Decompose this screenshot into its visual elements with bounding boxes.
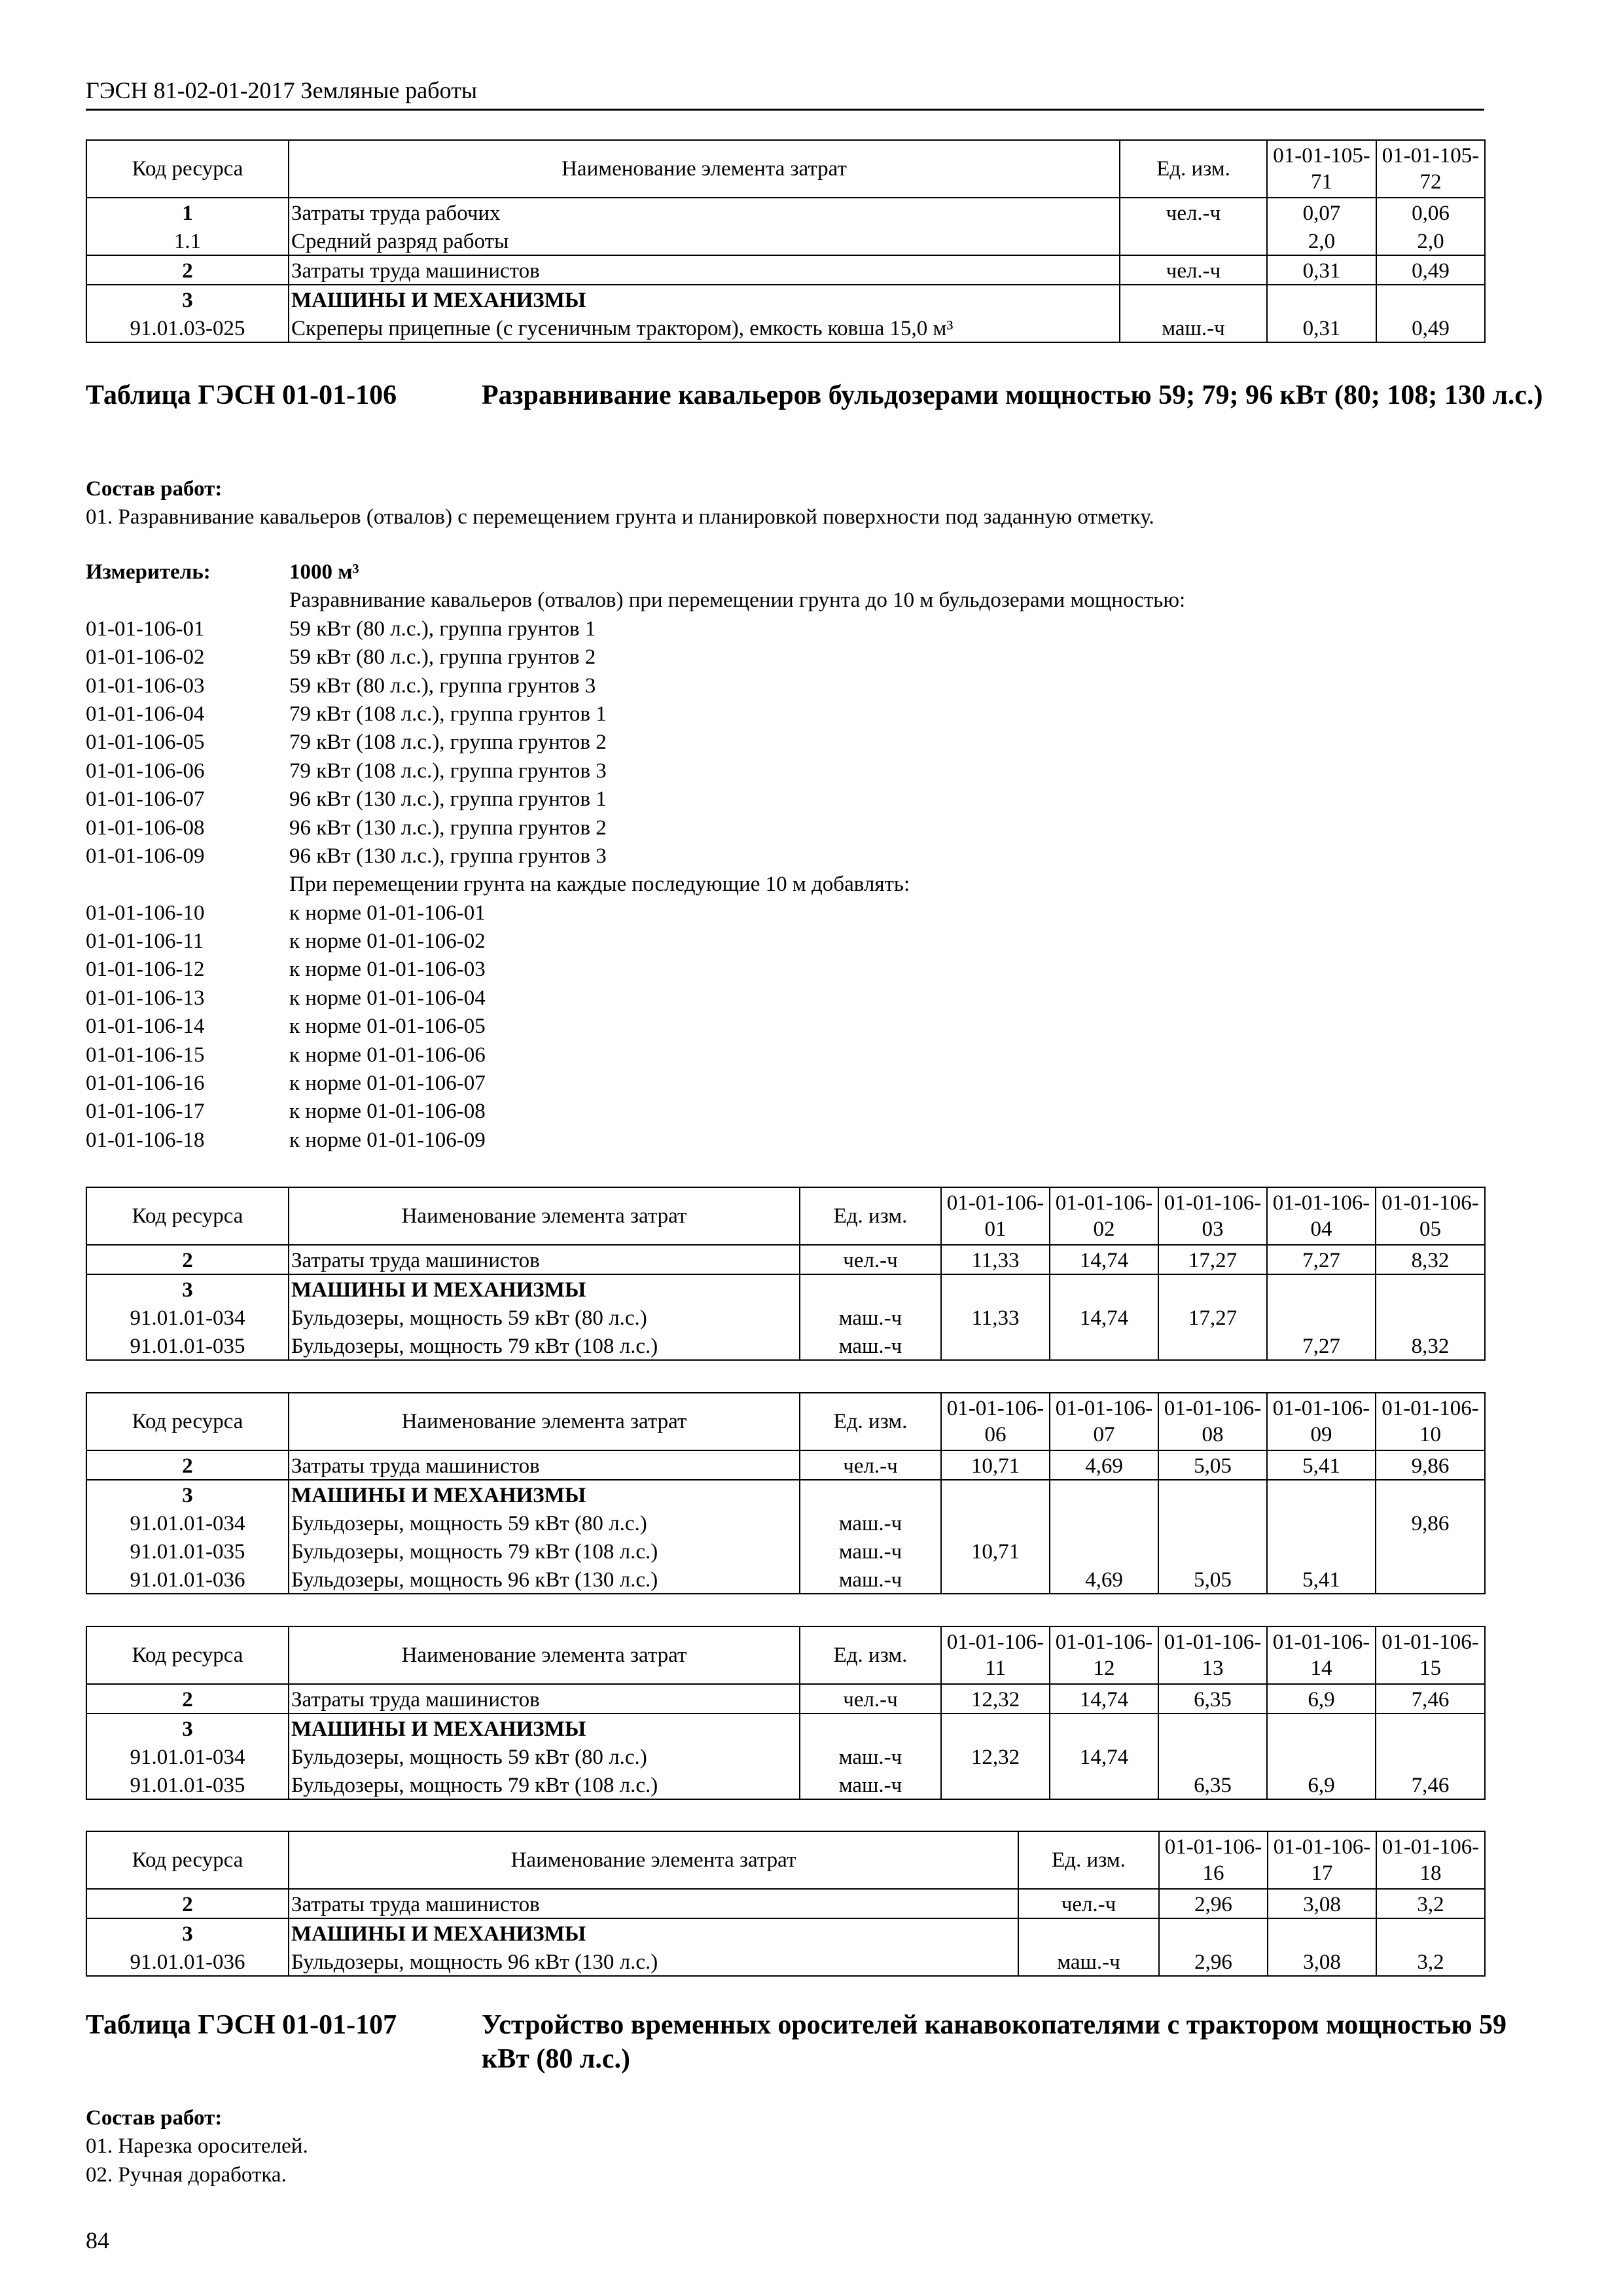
table-row bbox=[86, 1274, 1485, 1303]
intro-row bbox=[86, 870, 1484, 899]
cost-element-name: Скреперы прицепные (с гусеничным трактором), емкость ковша 15,0 м³ bbox=[289, 314, 1120, 342]
col-header: 01-01-106-03 bbox=[1158, 1187, 1267, 1245]
cost-element-name: Бульдозеры, мощность 59 кВт (80 л.с.) bbox=[289, 1742, 800, 1770]
table-header-row bbox=[86, 140, 1485, 198]
norm-text: к норме 01-01-106-09 bbox=[289, 1128, 486, 1152]
meter-label: Измеритель: bbox=[86, 560, 211, 584]
composition-item: 02. Ручная доработка. bbox=[86, 2162, 287, 2187]
cost-element-name: Затраты труда машинистов bbox=[289, 1889, 1018, 1918]
resource-code: 91.01.01-034 bbox=[86, 1303, 289, 1331]
unit: чел.-ч bbox=[1120, 255, 1267, 285]
norm-text: 96 кВт (130 л.с.), группа грунтов 1 bbox=[289, 787, 607, 812]
value-cell: 7,27 bbox=[1267, 1331, 1376, 1360]
table-row bbox=[86, 1331, 1485, 1360]
norms-intro-2: При перемещении грунта на каждые последующие 10 м добавлять: bbox=[289, 872, 910, 897]
resource-code: 91.01.01-034 bbox=[86, 1742, 289, 1770]
meter-value: 1000 м³ bbox=[289, 560, 359, 584]
norm-item bbox=[86, 956, 1484, 984]
norm-item bbox=[86, 1069, 1484, 1098]
col-header: 01-01-106-11 bbox=[941, 1626, 1050, 1684]
cost-element-name: Затраты труда машинистов bbox=[289, 1684, 800, 1713]
value-cell: 17,27 bbox=[1158, 1303, 1267, 1331]
cost-element-name: МАШИНЫ И МЕХАНИЗМЫ bbox=[289, 285, 1120, 314]
norm-item bbox=[86, 728, 1484, 757]
resource-code: 3 bbox=[86, 1274, 289, 1303]
norms-list-106 bbox=[86, 558, 1484, 1155]
value-cell bbox=[1376, 1565, 1485, 1594]
norm-item bbox=[86, 672, 1484, 700]
norm-text: к норме 01-01-106-02 bbox=[289, 929, 486, 954]
unit bbox=[800, 1480, 941, 1509]
norm-text: 79 кВт (108 л.с.), группа грунтов 1 bbox=[289, 702, 607, 726]
col-header: 01-01-106-14 bbox=[1267, 1626, 1376, 1684]
table-row bbox=[86, 1713, 1485, 1742]
value-cell bbox=[1158, 1331, 1267, 1360]
cost-element-name: Бульдозеры, мощность 96 кВт (130 л.с.) bbox=[289, 1565, 800, 1594]
col-header: 01-01-106-16 bbox=[1159, 1831, 1268, 1889]
unit: маш.-ч bbox=[1120, 314, 1267, 342]
unit: маш.-ч bbox=[800, 1303, 941, 1331]
value-cell bbox=[1267, 1274, 1376, 1303]
col-header: Наименование элемента затрат bbox=[289, 1393, 800, 1450]
norm-item bbox=[86, 842, 1484, 870]
col-header: 01-01-106-04 bbox=[1267, 1187, 1376, 1245]
resource-table-106-16-18 bbox=[86, 1831, 1486, 1977]
value-cell bbox=[1050, 1713, 1158, 1742]
col-header: 01-01-105-71 bbox=[1267, 140, 1376, 198]
norm-code: 01-01-106-09 bbox=[86, 844, 205, 868]
norm-item bbox=[86, 1126, 1484, 1155]
resource-code: 91.01.01-036 bbox=[86, 1565, 289, 1594]
value-cell: 6,9 bbox=[1267, 1770, 1376, 1799]
value-cell: 0,06 bbox=[1376, 198, 1485, 226]
norm-code: 01-01-106-10 bbox=[86, 901, 205, 925]
value-cell bbox=[1376, 1274, 1485, 1303]
table-title-107 bbox=[86, 2008, 1525, 2080]
unit bbox=[800, 1713, 941, 1742]
norms-intro: Разравнивание кавальеров (отвалов) при перемещении грунта до 10 м бульдозерами мощностью: bbox=[289, 588, 1186, 613]
composition-label: Состав работ: bbox=[86, 2106, 223, 2130]
col-header: 01-01-106-06 bbox=[941, 1393, 1050, 1450]
value-cell: 6,9 bbox=[1267, 1684, 1376, 1713]
col-header: Код ресурса bbox=[86, 140, 289, 198]
col-header: Код ресурса bbox=[86, 1187, 289, 1245]
value-cell bbox=[1268, 1918, 1376, 1947]
resource-code: 1.1 bbox=[86, 226, 289, 255]
norm-code: 01-01-106-11 bbox=[86, 929, 204, 954]
value-cell: 14,74 bbox=[1050, 1245, 1158, 1274]
resource-code: 91.01.03-025 bbox=[86, 314, 289, 342]
col-header: Код ресурса bbox=[86, 1831, 289, 1889]
unit: чел.-ч bbox=[800, 1450, 941, 1480]
table-header-row bbox=[86, 1626, 1485, 1684]
col-header: 01-01-106-02 bbox=[1050, 1187, 1158, 1245]
composition-item: 01. Нарезка оросителей. bbox=[86, 2134, 308, 2159]
norm-code: 01-01-106-18 bbox=[86, 1128, 205, 1152]
col-header: 01-01-106-09 bbox=[1267, 1393, 1376, 1450]
value-cell: 14,74 bbox=[1050, 1742, 1158, 1770]
cost-element-name: Средний разряд работы bbox=[289, 226, 1120, 255]
norm-code: 01-01-106-05 bbox=[86, 730, 205, 755]
norm-text: 79 кВт (108 л.с.), группа грунтов 2 bbox=[289, 730, 607, 755]
value-cell: 3,08 bbox=[1268, 1889, 1376, 1918]
resource-code: 3 bbox=[86, 1918, 289, 1947]
table-row bbox=[86, 1918, 1485, 1947]
value-cell: 7,27 bbox=[1267, 1245, 1376, 1274]
table-row bbox=[86, 1303, 1485, 1331]
value-cell bbox=[1376, 1480, 1485, 1509]
table-row bbox=[86, 226, 1485, 255]
cost-element-name: Бульдозеры, мощность 79 кВт (108 л.с.) bbox=[289, 1331, 800, 1360]
cost-element-name: Бульдозеры, мощность 79 кВт (108 л.с.) bbox=[289, 1770, 800, 1799]
col-header: 01-01-106-18 bbox=[1376, 1831, 1485, 1889]
value-cell bbox=[1050, 1509, 1158, 1537]
table-row bbox=[86, 1947, 1485, 1976]
unit: маш.-ч bbox=[800, 1770, 941, 1799]
value-cell bbox=[1050, 1274, 1158, 1303]
value-cell: 2,96 bbox=[1159, 1947, 1268, 1976]
unit bbox=[1018, 1918, 1159, 1947]
col-header: 01-01-106-01 bbox=[941, 1187, 1050, 1245]
intro-row bbox=[86, 586, 1484, 615]
norm-code: 01-01-106-02 bbox=[86, 645, 205, 670]
cost-element-name: Затраты труда машинистов bbox=[289, 1245, 800, 1274]
composition-block-106 bbox=[86, 475, 1484, 532]
table-row bbox=[86, 314, 1485, 342]
table-row bbox=[86, 1450, 1485, 1480]
resource-code: 3 bbox=[86, 285, 289, 314]
running-header: ГЭСН 81-02-01-2017 Земляные работы bbox=[86, 72, 1484, 111]
value-cell: 14,74 bbox=[1050, 1303, 1158, 1331]
composition-item: 01. Разравнивание кавальеров (отвалов) с перемещением грунта и планировкой поверхности под заданную отметку. bbox=[86, 505, 1154, 529]
value-cell: 0,07 bbox=[1267, 198, 1376, 226]
norm-text: к норме 01-01-106-04 bbox=[289, 986, 486, 1010]
norm-item bbox=[86, 1013, 1484, 1041]
cost-element-name: Бульдозеры, мощность 79 кВт (108 л.с.) bbox=[289, 1537, 800, 1565]
norm-code: 01-01-106-15 bbox=[86, 1043, 205, 1067]
table-row bbox=[86, 1742, 1485, 1770]
resource-table-106-11-15 bbox=[86, 1626, 1486, 1800]
table-row bbox=[86, 285, 1485, 314]
page-number: 84 bbox=[86, 2227, 109, 2253]
value-cell bbox=[1050, 1770, 1158, 1799]
norm-item bbox=[86, 899, 1484, 927]
table-row bbox=[86, 1537, 1485, 1565]
resource-table-106-06-10 bbox=[86, 1392, 1486, 1594]
unit: чел.-ч bbox=[1120, 198, 1267, 226]
value-cell: 5,41 bbox=[1267, 1565, 1376, 1594]
norm-item bbox=[86, 1098, 1484, 1126]
norm-text: 59 кВт (80 л.с.), группа грунтов 1 bbox=[289, 617, 596, 641]
value-cell: 2,96 bbox=[1159, 1889, 1268, 1918]
norm-code: 01-01-106-14 bbox=[86, 1014, 205, 1039]
value-cell bbox=[1267, 1742, 1376, 1770]
value-cell: 0,49 bbox=[1376, 255, 1485, 285]
resource-code: 3 bbox=[86, 1713, 289, 1742]
table-header-row bbox=[86, 1393, 1485, 1450]
value-cell: 9,86 bbox=[1376, 1450, 1485, 1480]
value-cell: 7,46 bbox=[1376, 1770, 1485, 1799]
col-header: 01-01-106-08 bbox=[1158, 1393, 1267, 1450]
value-cell: 17,27 bbox=[1158, 1245, 1267, 1274]
value-cell bbox=[1050, 1480, 1158, 1509]
norm-item bbox=[86, 814, 1484, 842]
table-label: Таблица ГЭСН 01-01-107 bbox=[86, 2010, 397, 2040]
value-cell: 3,2 bbox=[1376, 1889, 1485, 1918]
col-header: Ед. изм. bbox=[1120, 140, 1267, 198]
norm-code: 01-01-106-13 bbox=[86, 986, 205, 1010]
value-cell bbox=[941, 1713, 1050, 1742]
value-cell bbox=[1050, 1331, 1158, 1360]
norm-code: 01-01-106-06 bbox=[86, 759, 205, 783]
norm-code: 01-01-106-07 bbox=[86, 787, 205, 812]
table-105-continuation bbox=[86, 139, 1486, 343]
col-header: 01-01-106-05 bbox=[1376, 1187, 1485, 1245]
norm-text: 96 кВт (130 л.с.), группа грунтов 2 bbox=[289, 816, 607, 840]
value-cell bbox=[1376, 1918, 1485, 1947]
cost-element-name: МАШИНЫ И МЕХАНИЗМЫ bbox=[289, 1480, 800, 1509]
value-cell bbox=[941, 1331, 1050, 1360]
value-cell: 8,32 bbox=[1376, 1331, 1485, 1360]
value-cell: 4,69 bbox=[1050, 1565, 1158, 1594]
table-name: Разравнивание кавальеров бульдозерами мощностью 59; 79; 96 кВт (80; 108; 130 л.с.) bbox=[482, 380, 1543, 410]
norm-text: 96 кВт (130 л.с.), группа грунтов 3 bbox=[289, 844, 607, 868]
norm-item bbox=[86, 785, 1484, 814]
value-cell: 0,49 bbox=[1376, 314, 1485, 342]
norm-code: 01-01-106-16 bbox=[86, 1071, 205, 1096]
value-cell bbox=[1158, 1537, 1267, 1565]
table-row bbox=[86, 255, 1485, 285]
value-cell: 12,32 bbox=[941, 1742, 1050, 1770]
col-header: Наименование элемента затрат bbox=[289, 1831, 1018, 1889]
value-cell: 12,32 bbox=[941, 1684, 1050, 1713]
table-row bbox=[86, 1770, 1485, 1799]
unit: чел.-ч bbox=[800, 1684, 941, 1713]
cost-element-name: Бульдозеры, мощность 59 кВт (80 л.с.) bbox=[289, 1303, 800, 1331]
unit: маш.-ч bbox=[800, 1509, 941, 1537]
unit: чел.-ч bbox=[1018, 1889, 1159, 1918]
col-header: 01-01-106-17 bbox=[1268, 1831, 1376, 1889]
table-row bbox=[86, 1684, 1485, 1713]
value-cell bbox=[1158, 1509, 1267, 1537]
value-cell bbox=[1376, 1537, 1485, 1565]
cost-element-name: Затраты труда машинистов bbox=[289, 1450, 800, 1480]
composition-label: Состав работ: bbox=[86, 477, 223, 501]
value-cell: 11,33 bbox=[941, 1303, 1050, 1331]
norm-item bbox=[86, 643, 1484, 672]
col-header: 01-01-106-07 bbox=[1050, 1393, 1158, 1450]
value-cell bbox=[1159, 1918, 1268, 1947]
resource-code: 91.01.01-036 bbox=[86, 1947, 289, 1976]
col-header: Ед. изм. bbox=[1018, 1831, 1159, 1889]
value-cell bbox=[1158, 1713, 1267, 1742]
value-cell: 0,31 bbox=[1267, 255, 1376, 285]
unit: маш.-ч bbox=[800, 1742, 941, 1770]
value-cell bbox=[1267, 1480, 1376, 1509]
unit bbox=[1120, 226, 1267, 255]
cost-element-name: Бульдозеры, мощность 96 кВт (130 л.с.) bbox=[289, 1947, 1018, 1976]
value-cell: 10,71 bbox=[941, 1537, 1050, 1565]
value-cell: 5,41 bbox=[1267, 1450, 1376, 1480]
value-cell bbox=[1158, 1480, 1267, 1509]
unit: маш.-ч bbox=[800, 1565, 941, 1594]
resource-code: 1 bbox=[86, 198, 289, 226]
table-row bbox=[86, 1245, 1485, 1274]
table-title-106 bbox=[86, 378, 1543, 450]
value-cell bbox=[941, 1770, 1050, 1799]
table-row bbox=[86, 1889, 1485, 1918]
unit: маш.-ч bbox=[1018, 1947, 1159, 1976]
value-cell: 6,35 bbox=[1158, 1770, 1267, 1799]
value-cell bbox=[1267, 285, 1376, 314]
norm-text: к норме 01-01-106-03 bbox=[289, 958, 486, 982]
composition-block-107 bbox=[86, 2104, 1484, 2189]
value-cell bbox=[1267, 1509, 1376, 1537]
value-cell bbox=[1267, 1303, 1376, 1331]
value-cell bbox=[1376, 285, 1485, 314]
norm-text: к норме 01-01-106-07 bbox=[289, 1071, 486, 1096]
norm-text: 79 кВт (108 л.с.), группа грунтов 3 bbox=[289, 759, 607, 783]
norm-code: 01-01-106-08 bbox=[86, 816, 205, 840]
value-cell: 10,71 bbox=[941, 1450, 1050, 1480]
norm-text: к норме 01-01-106-06 bbox=[289, 1043, 486, 1067]
norm-code: 01-01-106-03 bbox=[86, 673, 205, 698]
resource-code: 2 bbox=[86, 1245, 289, 1274]
norm-text: 59 кВт (80 л.с.), группа грунтов 2 bbox=[289, 645, 596, 670]
value-cell bbox=[1158, 1742, 1267, 1770]
norm-item bbox=[86, 757, 1484, 785]
value-cell: 2,0 bbox=[1376, 226, 1485, 255]
col-header: Код ресурса bbox=[86, 1626, 289, 1684]
value-cell bbox=[1267, 1713, 1376, 1742]
value-cell: 14,74 bbox=[1050, 1684, 1158, 1713]
norm-code: 01-01-106-12 bbox=[86, 958, 205, 982]
value-cell bbox=[1267, 1537, 1376, 1565]
meter-row bbox=[86, 558, 1484, 586]
table-row bbox=[86, 1509, 1485, 1537]
value-cell bbox=[1376, 1742, 1485, 1770]
table-header-row bbox=[86, 1187, 1485, 1245]
col-header: 01-01-106-12 bbox=[1050, 1626, 1158, 1684]
resource-code: 91.01.01-035 bbox=[86, 1770, 289, 1799]
col-header: Наименование элемента затрат bbox=[289, 140, 1120, 198]
col-header: Код ресурса bbox=[86, 1393, 289, 1450]
col-header: 01-01-106-10 bbox=[1376, 1393, 1485, 1450]
norm-text: к норме 01-01-106-01 bbox=[289, 901, 486, 925]
norm-item bbox=[86, 1041, 1484, 1069]
resource-code: 2 bbox=[86, 255, 289, 285]
col-header: Наименование элемента затрат bbox=[289, 1626, 800, 1684]
col-header: 01-01-106-15 bbox=[1376, 1626, 1485, 1684]
resource-code: 2 bbox=[86, 1889, 289, 1918]
resource-code: 91.01.01-035 bbox=[86, 1331, 289, 1360]
value-cell: 5,05 bbox=[1158, 1565, 1267, 1594]
value-cell bbox=[1376, 1713, 1485, 1742]
col-header: Наименование элемента затрат bbox=[289, 1187, 800, 1245]
table-row bbox=[86, 1565, 1485, 1594]
norm-item bbox=[86, 927, 1484, 956]
table-header-row bbox=[86, 1831, 1485, 1889]
resource-code: 91.01.01-035 bbox=[86, 1537, 289, 1565]
norm-text: к норме 01-01-106-05 bbox=[289, 1014, 486, 1039]
norm-code: 01-01-106-17 bbox=[86, 1100, 205, 1124]
cost-element-name: МАШИНЫ И МЕХАНИЗМЫ bbox=[289, 1918, 1018, 1947]
value-cell: 4,69 bbox=[1050, 1450, 1158, 1480]
cost-element-name: Бульдозеры, мощность 59 кВт (80 л.с.) bbox=[289, 1509, 800, 1537]
col-header: Ед. изм. bbox=[800, 1187, 941, 1245]
resource-code: 2 bbox=[86, 1684, 289, 1713]
norm-item bbox=[86, 700, 1484, 728]
table-label: Таблица ГЭСН 01-01-106 bbox=[86, 380, 397, 410]
norm-code: 01-01-106-04 bbox=[86, 702, 205, 726]
value-cell bbox=[941, 1480, 1050, 1509]
cost-element-name: МАШИНЫ И МЕХАНИЗМЫ bbox=[289, 1274, 800, 1303]
unit: маш.-ч bbox=[800, 1537, 941, 1565]
value-cell: 9,86 bbox=[1376, 1509, 1485, 1537]
value-cell: 8,32 bbox=[1376, 1245, 1485, 1274]
table-row bbox=[86, 1480, 1485, 1509]
value-cell bbox=[941, 1509, 1050, 1537]
unit bbox=[800, 1274, 941, 1303]
resource-code: 2 bbox=[86, 1450, 289, 1480]
value-cell: 3,2 bbox=[1376, 1947, 1485, 1976]
unit: маш.-ч bbox=[800, 1331, 941, 1360]
col-header: Ед. изм. bbox=[800, 1626, 941, 1684]
value-cell bbox=[941, 1565, 1050, 1594]
resource-table-106-01-05 bbox=[86, 1187, 1486, 1361]
col-header: Ед. изм. bbox=[800, 1393, 941, 1450]
value-cell: 11,33 bbox=[941, 1245, 1050, 1274]
unit bbox=[1120, 285, 1267, 314]
col-header: 01-01-105-72 bbox=[1376, 140, 1485, 198]
value-cell bbox=[941, 1274, 1050, 1303]
value-cell: 6,35 bbox=[1158, 1684, 1267, 1713]
cost-element-name: МАШИНЫ И МЕХАНИЗМЫ bbox=[289, 1713, 800, 1742]
unit: чел.-ч bbox=[800, 1245, 941, 1274]
norm-item bbox=[86, 984, 1484, 1013]
resource-code: 3 bbox=[86, 1480, 289, 1509]
resource-code: 91.01.01-034 bbox=[86, 1509, 289, 1537]
value-cell: 3,08 bbox=[1268, 1947, 1376, 1976]
norm-text: к норме 01-01-106-08 bbox=[289, 1100, 486, 1124]
value-cell: 7,46 bbox=[1376, 1684, 1485, 1713]
col-header: 01-01-106-13 bbox=[1158, 1626, 1267, 1684]
value-cell bbox=[1376, 1303, 1485, 1331]
norm-item bbox=[86, 615, 1484, 643]
norm-text: 59 кВт (80 л.с.), группа грунтов 3 bbox=[289, 673, 596, 698]
cost-element-name: Затраты труда рабочих bbox=[289, 198, 1120, 226]
cost-element-name: Затраты труда машинистов bbox=[289, 255, 1120, 285]
table-name: Устройство временных оросителей канавокопателями с трактором мощностью 59 кВт (80 л.с.) bbox=[482, 2010, 1507, 2074]
value-cell: 0,31 bbox=[1267, 314, 1376, 342]
norm-code: 01-01-106-01 bbox=[86, 617, 205, 641]
value-cell: 5,05 bbox=[1158, 1450, 1267, 1480]
value-cell bbox=[1158, 1274, 1267, 1303]
value-cell bbox=[1050, 1537, 1158, 1565]
table-row bbox=[86, 198, 1485, 226]
value-cell: 2,0 bbox=[1267, 226, 1376, 255]
